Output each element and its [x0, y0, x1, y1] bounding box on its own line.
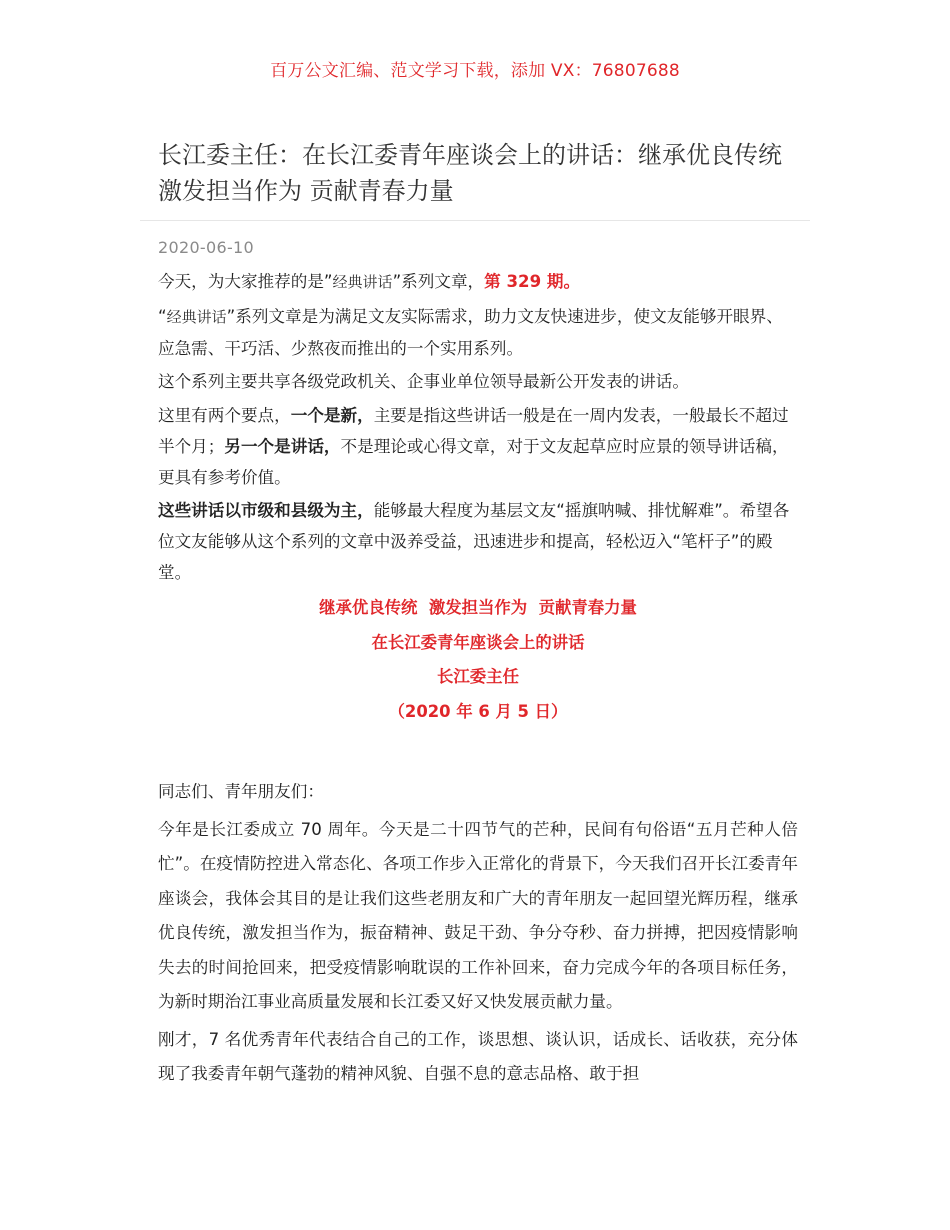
intro-paragraph-3: 这个系列主要共享各级党政机关、企事业单位领导最新公开发表的讲话。: [158, 372, 689, 391]
intro-paragraph-1: 今天，为大家推荐的是”经典讲话”系列文章，第 329 期。: [158, 272, 581, 291]
article-date: 2020-06-10: [158, 238, 254, 257]
issue-number: 第 329 期。: [484, 272, 581, 291]
speech-paragraph-1: 今年是长江委成立 70 周年。今天是二十四节气的芒种，民间有句俗语“五月芒种人倍忙”。在疫情防控进入常态化、各项工作步入正常化的背景下，今天我们召开长江委青年座谈会，我体会其目的是让我们这些老朋友和广大的青年朋友一起回望光辉历程，继承优良传统，激发担当作为，振奋精神、鼓足干劲、争分夺秒、奋力拼搏，把因疫情影响失去的时间抢回来，把受疫情影响耽误的工作补回来，奋力完成今年的各项目标任务，为新时期治江事业高质量发展和长江委又好又快发展贡献力量。: [158, 819, 798, 1011]
speech-theme: 继承优良传统 激发担当作为 贡献青春力量: [319, 598, 637, 617]
speech-occasion: 在长江委青年座谈会上的讲话: [371, 632, 585, 652]
speech-body: [158, 775, 798, 1092]
intro-paragraph-4: 这里有两个要点，一个是新，主要是指这些讲话一般是在一周内发表，一般最长不超过半个月；另一个是讲话，不是理论或心得文章，对于文友起草应时应景的领导讲话稿，更具有参考价值。: [158, 405, 789, 487]
speech-paragraph-2: 刚才，7 名优秀青年代表结合自己的工作，谈思想、谈认识，话成长、话收获，充分体现了我委青年朝气蓬勃的精神风貌、自强不息的意志品格、敢于担: [158, 1029, 798, 1083]
watermark-banner: 百万公文汇编、范文学习下载，添加 VX：76807688: [270, 61, 680, 81]
intro-paragraph-2: “经典讲话”系列文章是为满足文友实际需求，助力文友快速进步，使文友能够开眼界、应急需、干巧活、少熬夜而推出的一个实用系列。: [158, 306, 783, 358]
article-content: [158, 266, 798, 1095]
speaker: 长江委主任: [437, 667, 519, 686]
article-title: 长江委主任：在长江委青年座谈会上的讲话：继承优良传统 激发担当作为 贡献青春力量: [158, 141, 782, 205]
intro-paragraph-5: 这些讲话以市级和县级为主，能够最大程度为基层文友“摇旗呐喊、排忧解难”。希望各位文友能够从这个系列的文章中汲养受益，迅速进步和提高，轻松迈入“笔杆子”的殿堂。: [158, 501, 790, 582]
speech-greeting: 同志们、青年朋友们：: [158, 782, 324, 801]
title-divider: [140, 220, 810, 221]
speech-header: [158, 591, 798, 729]
speech-date: （2020 年 6 月 5 日）: [388, 701, 568, 721]
